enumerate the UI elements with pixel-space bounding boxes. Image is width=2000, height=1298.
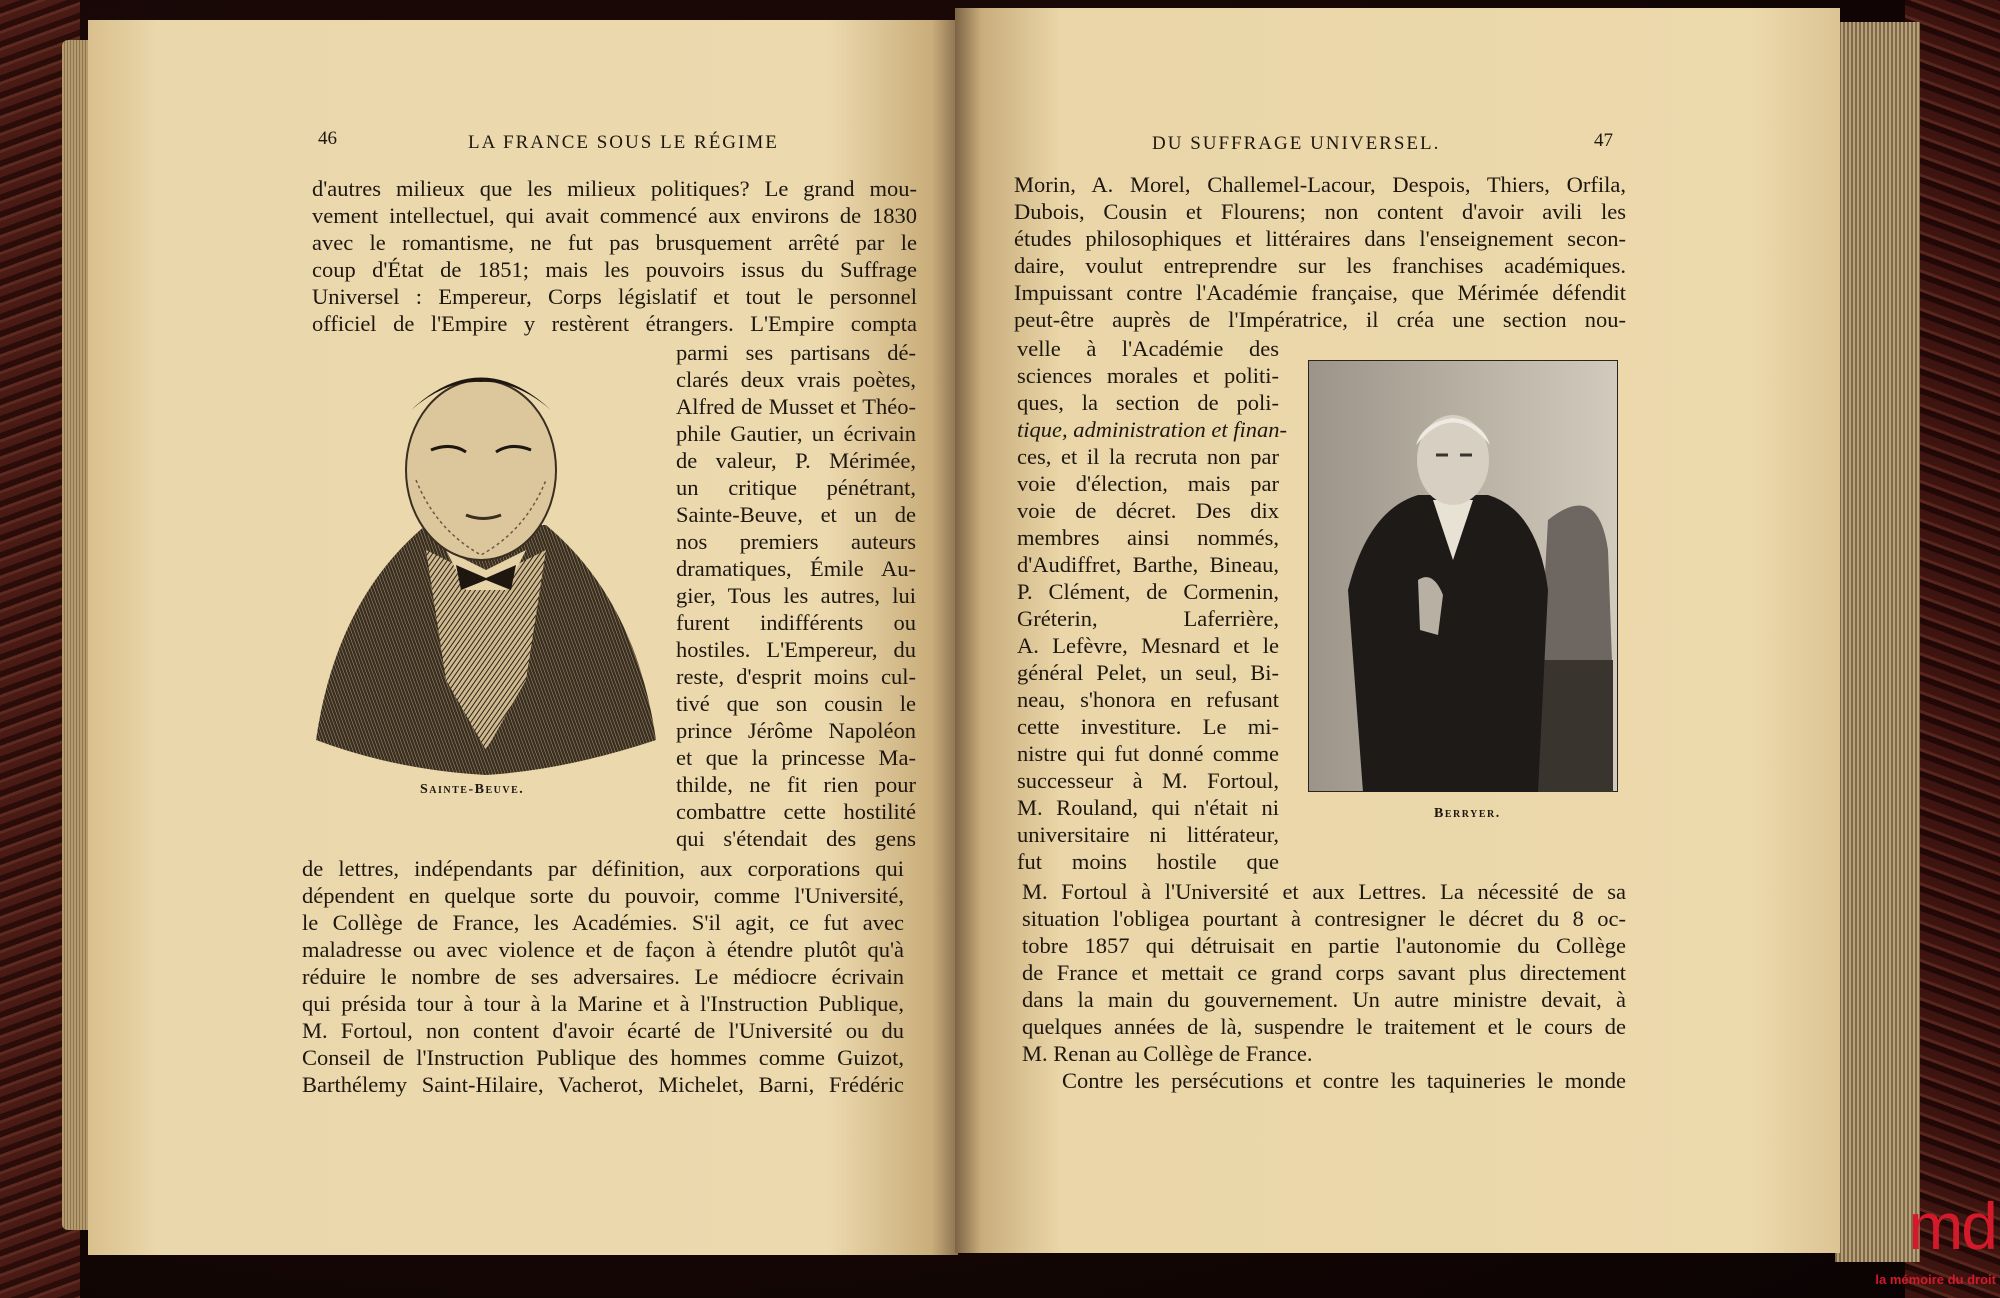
left-top-line: Universel : Empereur, Corps législatif et tout le personnel (312, 284, 917, 309)
left-top-line: vement intellectuel, qui avait commencé aux environs de 1830 (312, 203, 917, 228)
right-bottom-line: M. Renan au Collège de France. (1022, 1041, 1313, 1066)
right-side-line: Gréterin, Laferrière, (1017, 606, 1279, 631)
right-side-line: voie de décret. Des dix (1017, 498, 1279, 523)
berryer-caption: Berryer. (1434, 806, 1501, 821)
right-side-line: d'Audiffret, Barthe, Bineau, (1017, 552, 1279, 577)
sainte-beuve-caption: Sainte-Beuve. (420, 782, 525, 797)
sainte-beuve-portrait (306, 350, 664, 780)
left-side-line: gier, Tous les autres, lui (676, 583, 916, 608)
left-side-line: et que la princesse Ma- (676, 745, 916, 770)
right-side-line: membres ainsi nommés, (1017, 525, 1279, 550)
right-running-head: DU SUFFRAGE UNIVERSEL. (1152, 133, 1441, 154)
left-side-line: parmi ses partisans dé- (676, 340, 916, 365)
right-side-line: sciences morales et politi- (1017, 363, 1279, 388)
page-edges-right (1835, 22, 1920, 1262)
right-bottom-line: situation l'obligea pourtant à contresigner le décret du 8 oc- (1022, 906, 1626, 931)
berryer-photograph (1308, 360, 1618, 792)
right-side-line: ces, et il la recruta non par (1017, 444, 1279, 469)
left-side-line: thilde, ne fit rien pour (676, 772, 916, 797)
right-side-line: neau, s'honora en refusant (1017, 687, 1279, 712)
left-bottom-line: dépendent en quelque sorte du pouvoir, comme l'Université, (302, 883, 904, 908)
left-bottom-line: Conseil de l'Instruction Publique des hommes comme Guizot, (302, 1045, 904, 1070)
left-top-line: coup d'État de 1851; mais les pouvoirs issus du Suffrage (312, 257, 917, 282)
left-bottom-line: de lettres, indépendants par définition, aux corporations qui (302, 856, 904, 881)
right-top-line: peut-être auprès de l'Impératrice, il créa une section nou- (1014, 307, 1626, 332)
left-side-line: hostiles. L'Empereur, du (676, 637, 916, 662)
left-side-line: furent indifférents ou (676, 610, 916, 635)
right-side-line: nistre qui fut donné comme (1017, 741, 1279, 766)
left-top-line: officiel de l'Empire y restèrent étrangers. L'Empire compta (312, 311, 917, 336)
right-side-line: fut moins hostile que (1017, 849, 1279, 874)
right-side-line: M. Rouland, qui n'était ni (1017, 795, 1279, 820)
right-page-number: 47 (1594, 130, 1613, 151)
right-side-line: voie d'élection, mais par (1017, 471, 1279, 496)
right-bottom-line: quelques années de là, suspendre le traitement et le cours de (1022, 1014, 1626, 1039)
right-side-line: successeur à M. Fortoul, (1017, 768, 1279, 793)
left-page-number: 46 (318, 128, 337, 149)
left-bottom-line: qui présida tour à tour à la Marine et à l'Instruction Publique, (302, 991, 904, 1016)
right-side-line: A. Lefèvre, Mesnard et le (1017, 633, 1279, 658)
right-bottom-line: tobre 1857 qui détruisait en partie l'autonomie du Collège (1022, 933, 1626, 958)
right-side-line: universitaire ni littérateur, (1017, 822, 1279, 847)
left-side-line: prince Jérôme Napoléon (676, 718, 916, 743)
right-bottom-line: de France et mettait ce grand corps savant plus directement (1022, 960, 1626, 985)
left-bottom-line: Barthélemy Saint-Hilaire, Vacherot, Michelet, Barni, Frédéric (302, 1072, 904, 1097)
left-side-line: dramatiques, Émile Au- (676, 556, 916, 581)
left-side-line: Sainte-Beuve, et un de (676, 502, 916, 527)
left-side-line: nos premiers auteurs (676, 529, 916, 554)
left-side-line: un critique pénétrant, (676, 475, 916, 500)
right-side-line: tique, administration et finan- (1017, 417, 1287, 442)
right-side-line: cette investiture. Le mi- (1017, 714, 1279, 739)
right-top-line: Impuissant contre l'Académie française, que Mérimée défendit (1014, 280, 1626, 305)
left-side-line: qui s'étendait des gens (676, 826, 916, 851)
right-side-line: P. Clément, de Cormenin, (1017, 579, 1279, 604)
right-bottom-line: Contre les persécutions et contre les taquineries le monde (1062, 1068, 1626, 1093)
left-side-line: phile Gautier, un écrivain (676, 421, 916, 446)
right-bottom-line: M. Fortoul à l'Université et aux Lettres. La nécessité de sa (1022, 879, 1626, 904)
right-top-line: daire, voulut entreprendre sur les franchises académiques. (1014, 253, 1626, 278)
right-top-line: Morin, A. Morel, Challemel-Lacour, Despois, Thiers, Orfila, (1014, 172, 1626, 197)
right-side-line: général Pelet, un seul, Bi- (1017, 660, 1279, 685)
left-top-line: avec le romantisme, ne fut pas brusquement arrêté par le (312, 230, 917, 255)
left-top-line: d'autres milieux que les milieux politiques? Le grand mou- (312, 176, 917, 201)
right-side-line: velle à l'Académie des (1017, 336, 1279, 361)
left-side-line: tivé que son cousin le (676, 691, 916, 716)
left-side-line: Alfred de Musset et Théo- (676, 394, 916, 419)
right-bottom-line: dans la main du gouvernement. Un autre ministre devait, à (1022, 987, 1626, 1012)
left-bottom-line: réduire le nombre de ses adversaires. Le médiocre écrivain (302, 964, 904, 989)
left-side-line: combattre cette hostilité (676, 799, 916, 824)
mdd-tagline: la mémoire du droit (1875, 1272, 1996, 1287)
left-running-head: LA FRANCE SOUS LE RÉGIME (468, 132, 779, 153)
mdd-logo-mark: md (1908, 1189, 1996, 1263)
right-top-line: Dubois, Cousin et Flourens; non content d'avoir avili les (1014, 199, 1626, 224)
left-bottom-line: maladresse ou avec violence et de façon à étendre plutôt qu'à (302, 937, 904, 962)
right-top-line: études philosophiques et littéraires dans l'enseignement secon- (1014, 226, 1626, 251)
left-bottom-line: le Collège de France, les Académies. S'il agit, ce fut avec (302, 910, 904, 935)
left-side-line: de valeur, P. Mérimée, (676, 448, 916, 473)
watermark-logo (1838, 1189, 2000, 1296)
left-side-line: clarés deux vrais poètes, (676, 367, 916, 392)
left-bottom-line: M. Fortoul, non content d'avoir écarté de l'Université ou du (302, 1018, 904, 1043)
right-side-line: ques, la section de poli- (1017, 390, 1279, 415)
left-side-line: reste, d'esprit moins cul- (676, 664, 916, 689)
